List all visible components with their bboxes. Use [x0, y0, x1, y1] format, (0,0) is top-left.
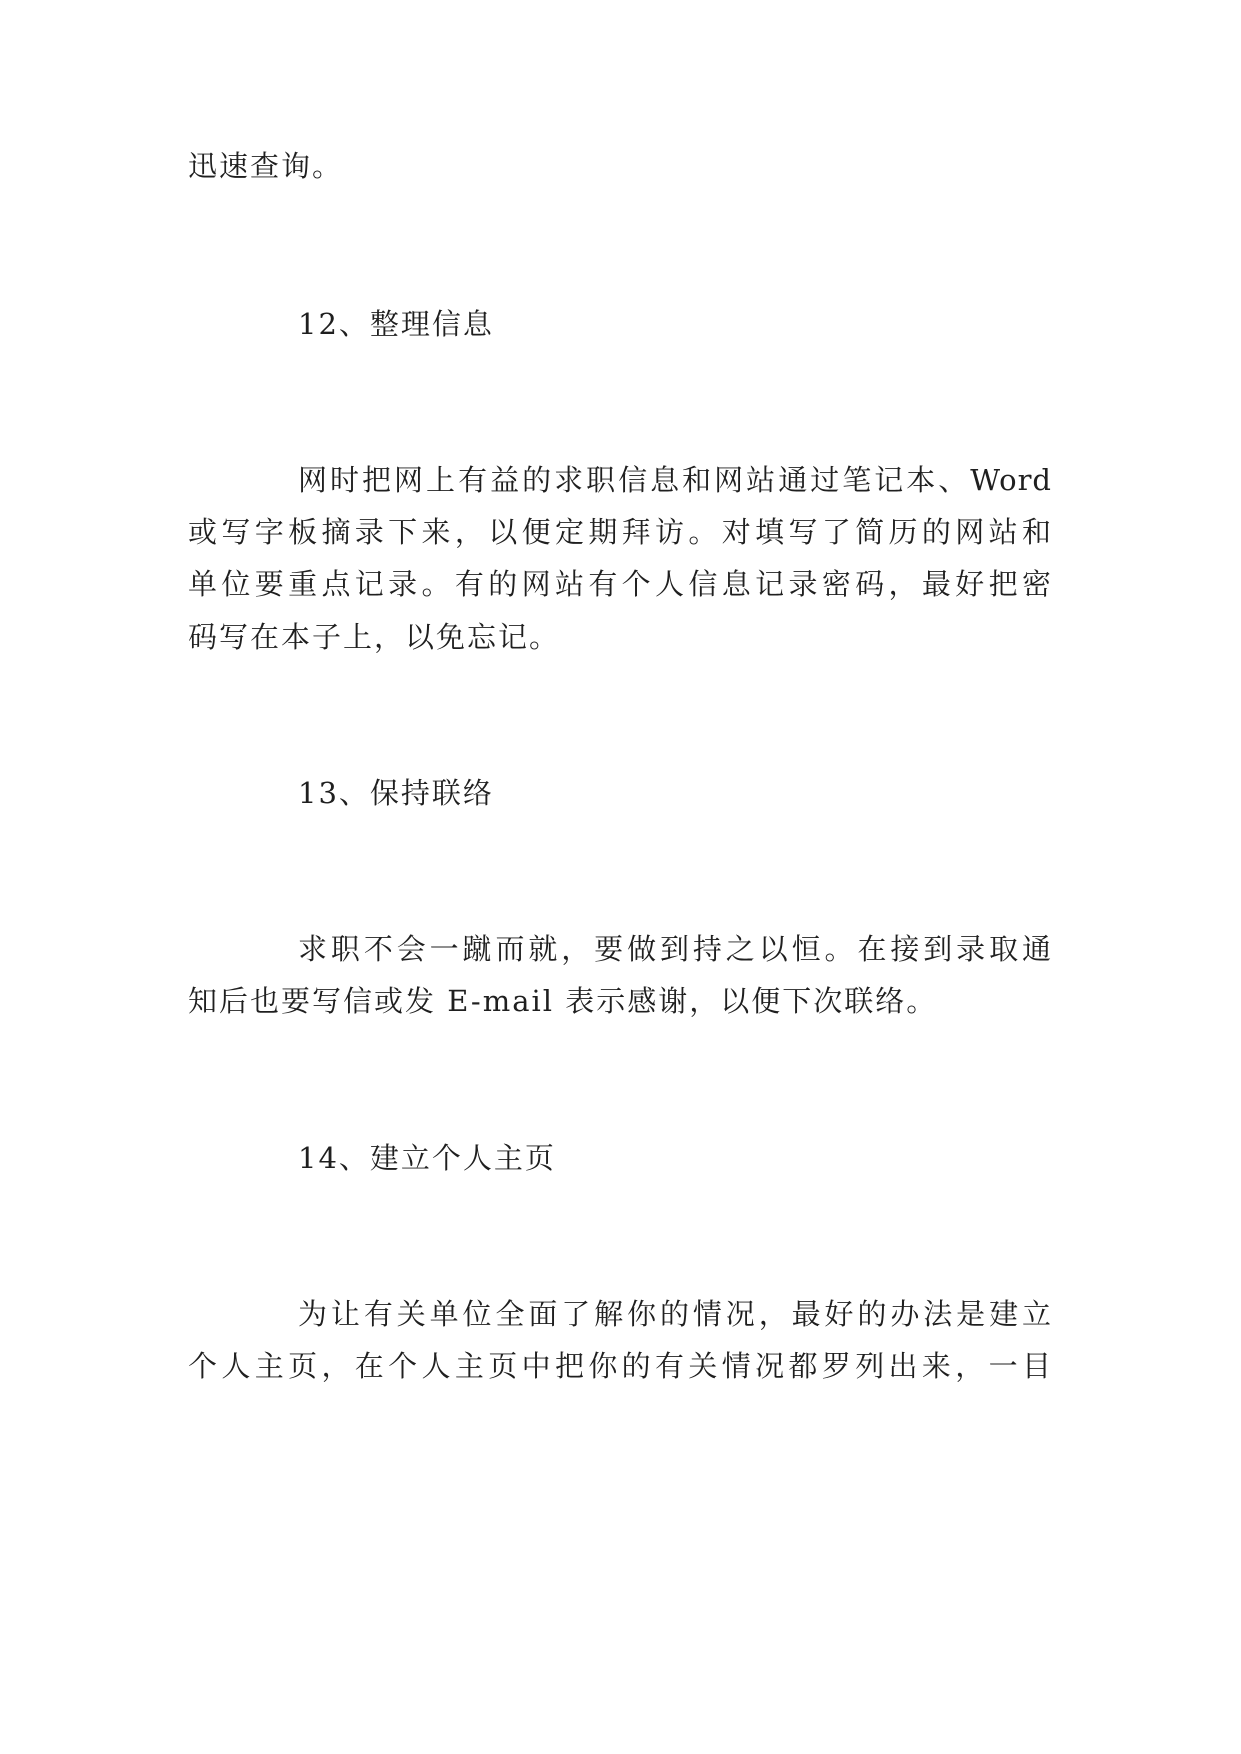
paragraph-line: 个人主页，在个人主页中把你的有关情况都罗列出来，一目: [188, 1349, 1052, 1383]
paragraph-line: 迅速查询。: [188, 149, 344, 183]
paragraph-line: 求职不会一蹴而就，要做到持之以恒。在接到录取通: [298, 932, 1052, 966]
section-heading: 12、整理信息: [298, 307, 494, 341]
section-heading: 14、建立个人主页: [298, 1141, 556, 1175]
paragraph-line: 为让有关单位全面了解你的情况，最好的办法是建立: [298, 1297, 1052, 1331]
paragraph-line: 码写在本子上，以免忘记。: [188, 620, 561, 654]
paragraph-line: 知后也要写信或发 E-mail 表示感谢，以便下次联络。: [188, 984, 938, 1018]
paragraph-line: 单位要重点记录。有的网站有个人信息记录密码，最好把密: [188, 567, 1052, 601]
section-heading: 13、保持联络: [298, 776, 494, 810]
paragraph-line: 网时把网上有益的求职信息和网站通过笔记本、Word: [298, 463, 1052, 497]
paragraph-line: 或写字板摘录下来，以便定期拜访。对填写了简历的网站和: [188, 515, 1052, 549]
